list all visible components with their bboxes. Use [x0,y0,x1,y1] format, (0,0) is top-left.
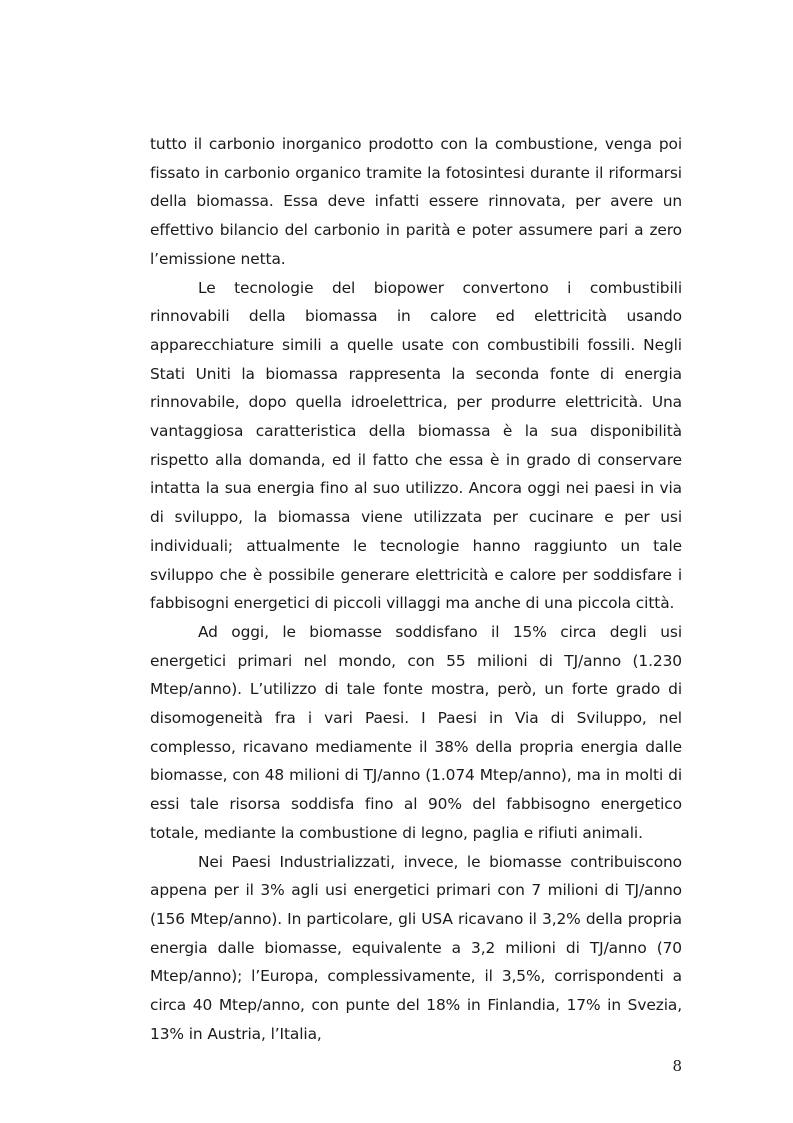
paragraph-biopower: Le tecnologie del biopower convertono i combustibili rinnovabili della biomassa in calore ed elettricità usando apparecchiature simili a quelle usate con combustibili fossili. Negli Stati Uniti la biomassa rappresenta la seconda fonte di energia rinnovabile, dopo quella idroelettrica, per produrre elettricità. Una vantaggiosa caratteristica della biomassa è la sua disponibilità rispetto alla domanda, ed il fatto che essa è in grado di conservare intatta la sua energia fino al suo utilizzo. Ancora oggi nei paesi in via di sviluppo, la biomassa viene utilizzata per cucinare e per usi individuali; attualmente le tecnologie hanno raggiunto un tale sviluppo che è possibile generare elettricità e calore per soddisfare i fabbisogni energetici di piccoli villaggi ma anche di una piccola città. [150,278,682,613]
paragraph-continuation: tutto il carbonio inorganico prodotto con la combustione, venga poi fissato in carbonio organico tramite la fotosintesi durante il riformarsi della biomassa. Essa deve infatti essere rinnovata, per avere un effettivo bilancio del carbonio in parità e poter assumere pari a zero l’emissione netta. [150,135,682,268]
paragraph-industrialized: Nei Paesi Industrializzati, invece, le biomasse contribuiscono appena per il 3% agli usi energetici primari con 7 milioni di TJ/anno (156 Mtep/anno). In particolare, gli USA ricavano il 3,2% della propria energia dalle biomasse, equivalente a 3,2 milioni di TJ/anno (70 Mtep/anno); l’Europa, complessivamente, il 3,5%, corrispondenti a circa 40 Mtep/anno, con punte del 18% in Finlandia, 17% in Svezia, 13% in Austria, l’Italia, [150,852,682,1043]
body-text [150,130,682,1049]
paragraph-world-usage: Ad oggi, le biomasse soddisfano il 15% circa degli usi energetici primari nel mondo, con 55 milioni di TJ/anno (1.230 Mtep/anno). L’utilizzo di tale fonte mostra, però, un forte grado di disomogeneità fra i vari Paesi. I Paesi in Via di Sviluppo, nel complesso, ricavano mediamente il 38% della propria energia dalle biomasse, con 48 milioni di TJ/anno (1.074 Mtep/anno), ma in molti di essi tale risorsa soddisfa fino al 90% del fabbisogno energetico totale, mediante la combustione di legno, paglia e rifiuti animali. [150,622,682,842]
page-number: 8 [672,1057,682,1075]
